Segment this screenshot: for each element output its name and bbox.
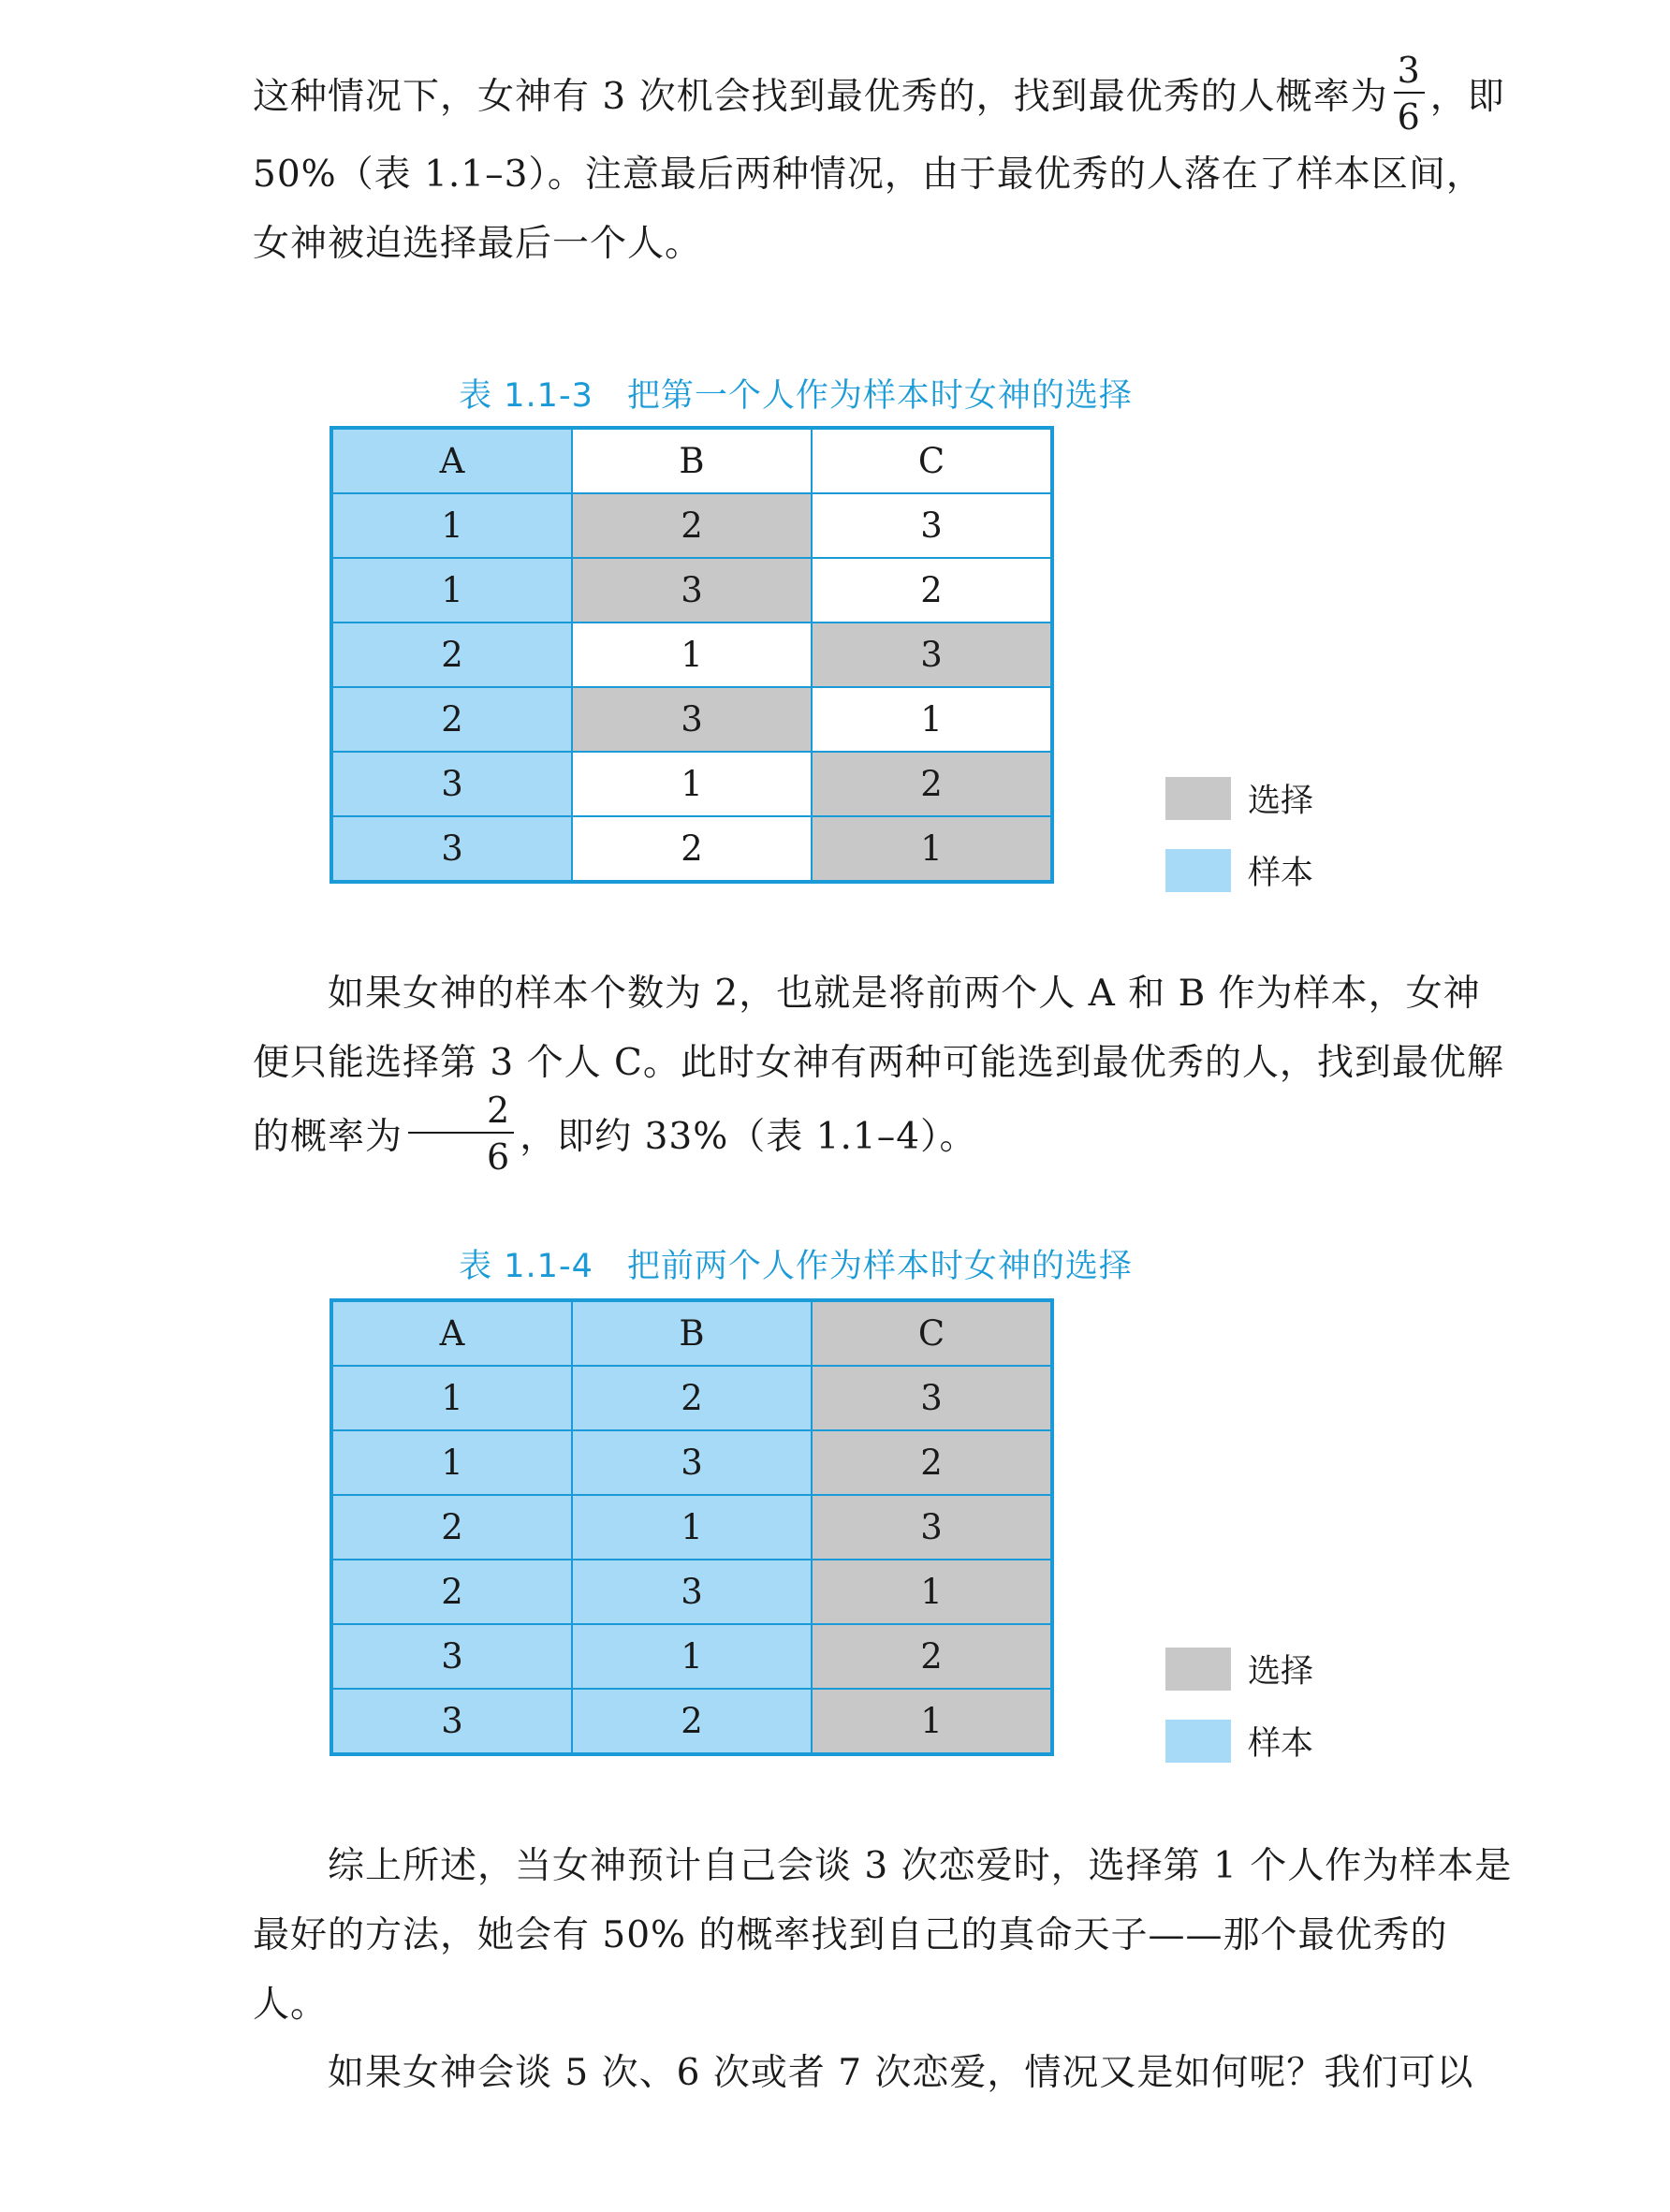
legend-item-sample <box>1165 1718 1313 1765</box>
paragraph-1 <box>253 50 1516 279</box>
table-2-caption: 表 1.1-4 把前两个人作为样本时女神的选择 <box>459 1248 1133 1285</box>
table-cell: 3 <box>572 687 812 752</box>
table-cell: 3 <box>572 1560 812 1624</box>
table-cell: 1 <box>331 1430 572 1495</box>
table-cell: 2 <box>331 1495 572 1560</box>
fraction-two-sixths <box>408 1090 514 1178</box>
legend-item-choice <box>1165 1646 1313 1692</box>
table-row <box>331 1560 1052 1624</box>
table-cell: 1 <box>331 493 572 558</box>
legend-swatch-choice <box>1165 1648 1231 1691</box>
header-cell-a: A <box>331 428 572 493</box>
table-cell: 3 <box>331 752 572 816</box>
table-row <box>331 752 1052 816</box>
table-cell: 2 <box>572 1689 812 1754</box>
table-row <box>331 1689 1052 1754</box>
table-cell: 1 <box>572 752 812 816</box>
table-cell: 3 <box>812 493 1052 558</box>
paragraph-1-text-b: ，即 50%（表 1.1–3）。注意最后两种情况，由于最优秀的人落在了样本区间，女神被迫选择最后一个人。 <box>253 76 1505 265</box>
legend-label-choice: 选择 <box>1248 1653 1314 1691</box>
table-cell: 1 <box>812 1560 1052 1624</box>
paragraph-4: 如果女神会谈 5 次、6 次或者 7 次恋爱，情况又是如何呢？我们可以 <box>328 2052 1474 2094</box>
table-row <box>331 558 1052 623</box>
table-row <box>331 493 1052 558</box>
table-row <box>331 816 1052 882</box>
table-cell: 3 <box>812 623 1052 687</box>
table-cell: 2 <box>572 493 812 558</box>
header-cell-c: C <box>812 1300 1052 1366</box>
table-cell: 1 <box>331 558 572 623</box>
paragraph-1-text-a: 这种情况下，女神有 3 次机会找到最优秀的，找到最优秀的人概率为 <box>253 76 1388 118</box>
table-header-row <box>331 428 1052 493</box>
table-row <box>331 1366 1052 1430</box>
table-cell: 2 <box>331 687 572 752</box>
table-cell: 1 <box>572 1495 812 1560</box>
table-cell: 2 <box>331 623 572 687</box>
table-cell: 3 <box>331 1689 572 1754</box>
table-1-body <box>331 428 1052 882</box>
table-row <box>331 1430 1052 1495</box>
legend-label-sample: 样本 <box>1248 855 1314 892</box>
table-2-body <box>331 1300 1052 1754</box>
table-cell: 1 <box>812 687 1052 752</box>
paragraph-2-text-b: ，即约 33%（表 1.1–4）。 <box>520 1116 977 1158</box>
header-cell-a: A <box>331 1300 572 1366</box>
legend-swatch-sample <box>1165 849 1231 892</box>
table-cell: 3 <box>331 1624 572 1689</box>
table-cell: 3 <box>572 558 812 623</box>
table-cell: 2 <box>572 1366 812 1430</box>
table-cell: 1 <box>812 816 1052 882</box>
fraction-numerator: 2 <box>408 1092 514 1134</box>
paragraph-2 <box>253 960 1516 1180</box>
table-cell: 3 <box>331 816 572 882</box>
table-row <box>331 1624 1052 1689</box>
table-cell: 1 <box>572 623 812 687</box>
header-cell-c: C <box>812 428 1052 493</box>
fraction-denominator: 6 <box>1397 96 1421 138</box>
legend-1 <box>1165 775 1313 919</box>
table-cell: 1 <box>572 1624 812 1689</box>
table-row <box>331 1495 1052 1560</box>
table-row <box>331 623 1052 687</box>
table-cell: 3 <box>572 1430 812 1495</box>
paragraph-3: 综上所述，当女神预计自己会谈 3 次恋爱时，选择第 1 个人作为样本是最好的方法，她会有 50% 的概率找到自己的真命天子——那个最优秀的人。 <box>253 1845 1513 2026</box>
table-cell: 2 <box>812 1430 1052 1495</box>
table-cell: 2 <box>812 558 1052 623</box>
fraction-numerator: 3 <box>1394 52 1425 94</box>
table-cell: 2 <box>812 1624 1052 1689</box>
paragraph-2-text-a: 如果女神的样本个数为 2，也就是将前两个人 A 和 B 作为样本，女神便只能选择第 3 个人 C。此时女神有两种可能选到最优秀的人，找到最优解的概率为 <box>253 973 1504 1158</box>
table-cell: 2 <box>331 1560 572 1624</box>
fraction-three-sixths <box>1394 50 1425 138</box>
table-cell: 1 <box>331 1366 572 1430</box>
table-cell: 2 <box>572 816 812 882</box>
table-cell: 2 <box>812 752 1052 816</box>
header-cell-b: B <box>572 1300 812 1366</box>
legend-label-choice: 选择 <box>1248 783 1314 820</box>
table-2 <box>330 1298 1054 1756</box>
legend-item-choice <box>1165 775 1313 822</box>
legend-label-sample: 样本 <box>1248 1725 1314 1763</box>
table-1 <box>330 426 1054 884</box>
legend-swatch-sample <box>1165 1720 1231 1763</box>
table-header-row <box>331 1300 1052 1366</box>
header-cell-b: B <box>572 428 812 493</box>
legend-item-sample <box>1165 847 1313 894</box>
table-row <box>331 687 1052 752</box>
legend-swatch-choice <box>1165 777 1231 820</box>
table-cell: 3 <box>812 1495 1052 1560</box>
legend-2 <box>1165 1646 1313 1790</box>
fraction-denominator: 6 <box>487 1136 511 1178</box>
table-1-caption: 表 1.1-3 把第一个人作为样本时女神的选择 <box>459 377 1133 415</box>
table-cell: 3 <box>812 1366 1052 1430</box>
table-cell: 1 <box>812 1689 1052 1754</box>
